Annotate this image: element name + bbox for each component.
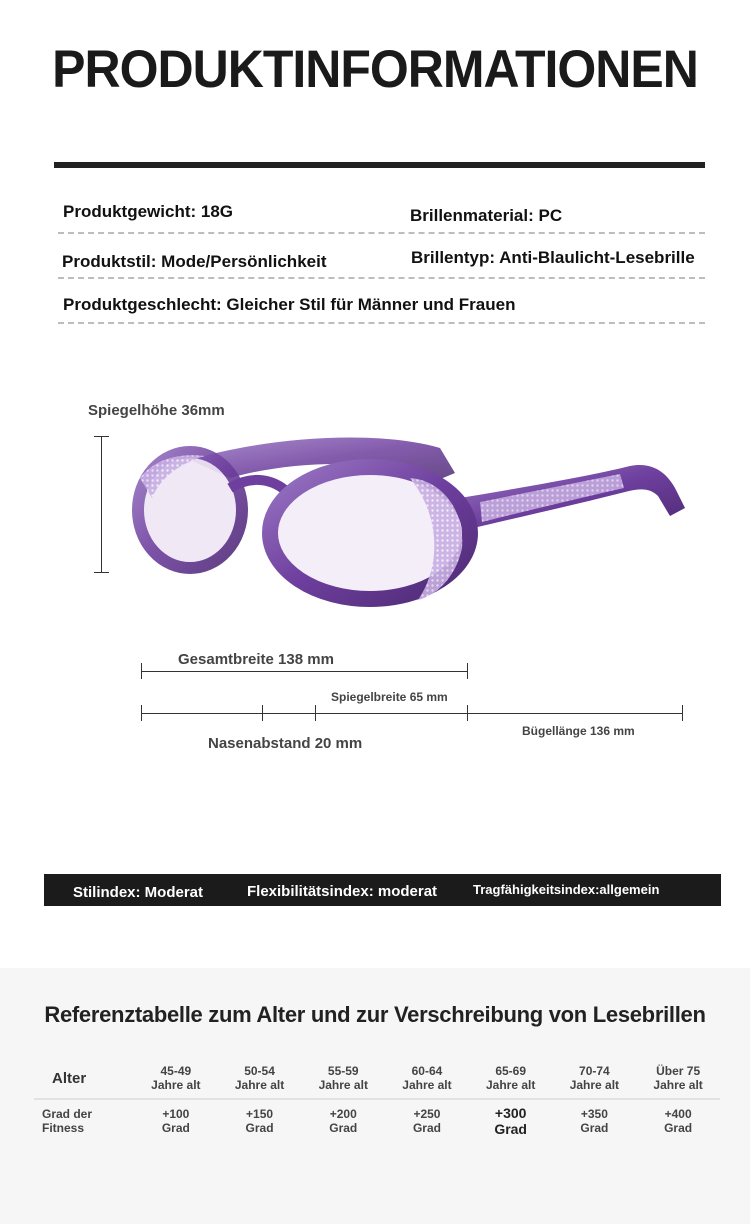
table-cell xyxy=(636,1058,720,1099)
age-unit: Jahre alt xyxy=(234,1078,285,1092)
page-title: PRODUKTINFORMATIONEN xyxy=(52,39,698,99)
table-row-power xyxy=(34,1099,720,1142)
tick xyxy=(467,705,468,721)
spec-divider xyxy=(58,232,705,234)
power-unit: Grad xyxy=(494,1121,527,1137)
power-unit: Grad xyxy=(161,1121,190,1135)
reference-title: Referenztabelle zum Alter und zur Verschreibung von Lesebrillen xyxy=(44,1002,706,1027)
age-unit: Jahre alt xyxy=(318,1078,368,1092)
title-divider xyxy=(54,162,705,168)
age-range: 60-64 xyxy=(411,1064,443,1078)
power-label-line: Grad der xyxy=(42,1107,93,1121)
age-range: 50-54 xyxy=(244,1064,275,1078)
age-unit: Jahre alt xyxy=(485,1078,536,1092)
power-unit: Grad xyxy=(664,1121,693,1135)
age-range: 45-49 xyxy=(160,1064,192,1078)
table-cell xyxy=(636,1099,720,1142)
age-range: Über 75 xyxy=(656,1064,701,1078)
lens-width-label: Spiegelbreite 65 mm xyxy=(331,690,448,704)
tick xyxy=(467,663,468,679)
table-cell xyxy=(218,1058,302,1099)
table-cell xyxy=(469,1099,553,1142)
power-value: +350 xyxy=(580,1107,608,1121)
spec-divider xyxy=(58,322,705,324)
power-unit: Grad xyxy=(329,1121,358,1135)
lens-height-label: Spiegelhöhe 36mm xyxy=(88,402,225,419)
tick xyxy=(682,705,683,721)
power-value: +400 xyxy=(664,1107,692,1121)
lens-height-cap-bottom xyxy=(94,572,109,573)
style-index: Stilindex: Moderat xyxy=(73,884,204,901)
spec-type: Brillentyp: Anti-Blaulicht-Lesebrille xyxy=(411,248,695,267)
power-unit: Grad xyxy=(245,1121,274,1135)
nose-distance-label: Nasenabstand 20 mm xyxy=(208,735,363,752)
tick xyxy=(262,705,263,721)
index-bar xyxy=(44,874,721,906)
table-cell xyxy=(218,1099,302,1142)
total-width-line xyxy=(141,671,468,672)
age-range: 55-59 xyxy=(327,1064,359,1078)
comfort-index: Tragfähigkeitsindex:allgemein xyxy=(473,882,660,897)
power-value: +150 xyxy=(246,1107,274,1121)
power-header xyxy=(34,1099,134,1142)
reference-table xyxy=(34,1058,720,1142)
table-cell xyxy=(301,1099,385,1142)
power-value: +200 xyxy=(329,1107,357,1121)
power-value: +250 xyxy=(413,1107,441,1121)
table-cell xyxy=(553,1099,637,1142)
lens-height-line xyxy=(101,436,102,573)
spec-divider xyxy=(58,277,705,279)
tick xyxy=(141,663,142,679)
age-unit: Jahre alt xyxy=(653,1078,703,1092)
table-row-age xyxy=(34,1058,720,1099)
table-cell xyxy=(134,1058,218,1099)
age-range: 65-69 xyxy=(495,1064,527,1078)
spec-gender: Produktgeschlecht: Gleicher Stil für Männer und Frauen xyxy=(63,295,516,314)
flexibility-index: Flexibilitätsindex: moderat xyxy=(247,883,438,900)
age-unit: Jahre alt xyxy=(402,1078,452,1092)
tick xyxy=(141,705,142,721)
power-value: +300 xyxy=(494,1105,527,1121)
age-unit: Jahre alt xyxy=(569,1078,620,1092)
spec-material: Brillenmaterial: PC xyxy=(410,206,563,225)
age-header: Alter xyxy=(34,1058,134,1099)
table-cell xyxy=(134,1099,218,1142)
tick xyxy=(315,705,316,721)
table-cell xyxy=(469,1058,553,1099)
age-unit: Jahre alt xyxy=(151,1078,201,1092)
power-value: +100 xyxy=(162,1107,190,1121)
table-cell xyxy=(385,1099,469,1142)
spec-weight: Produktgewicht: 18G xyxy=(63,202,234,221)
table-cell xyxy=(301,1058,385,1099)
power-unit: Grad xyxy=(412,1121,441,1135)
age-range: 70-74 xyxy=(579,1064,610,1078)
power-label-line: Fitness xyxy=(42,1121,85,1135)
table-cell xyxy=(553,1058,637,1099)
total-width-label: Gesamtbreite 138 mm xyxy=(178,651,334,668)
temple-length-label: Bügellänge 136 mm xyxy=(522,724,635,738)
width-breakdown-line xyxy=(141,713,683,714)
glasses-image xyxy=(120,418,700,608)
lens-height-cap-top xyxy=(94,436,109,437)
power-unit: Grad xyxy=(580,1121,609,1135)
table-cell xyxy=(385,1058,469,1099)
spec-style: Produktstil: Mode/Persönlichkeit xyxy=(62,252,327,271)
